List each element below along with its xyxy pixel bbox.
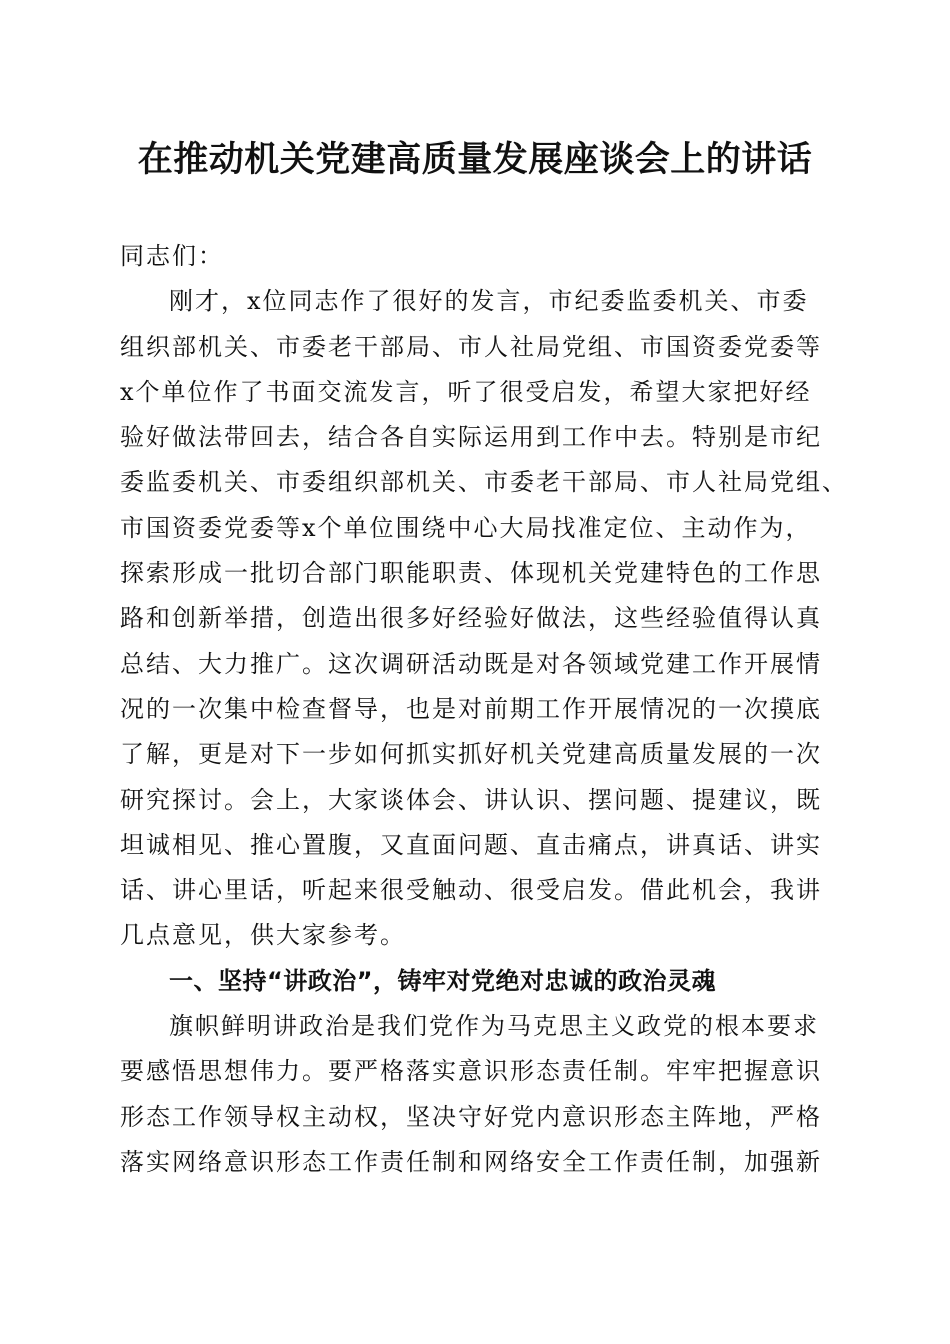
document-title: 在推动机关党建高质量发展座谈会上的讲话 bbox=[137, 139, 813, 180]
paragraph-line: 旗帜鲜明讲政治是我们党作为马克思主义政党的根本要求 bbox=[169, 1012, 819, 1041]
paragraph-line: 市国资委党委等x个单位围绕中心大局找准定位、主动作为， bbox=[120, 513, 812, 542]
paragraph-line: x个单位作了书面交流发言，听了很受启发，希望大家把好经 bbox=[120, 377, 812, 406]
paragraph-line: 委监委机关、市委组织部机关、市委老干部局、市人社局党组、 bbox=[120, 468, 848, 497]
paragraph-line: 组织部机关、市委老干部局、市人社局党组、市国资委党委等 bbox=[120, 332, 822, 361]
paragraph-line: 路和创新举措，创造出很多好经验好做法，这些经验值得认真 bbox=[120, 604, 822, 633]
paragraph-line: 研究探讨。会上，大家谈体会、讲认识、摆问题、提建议，既 bbox=[120, 785, 822, 814]
paragraph-line: 了解，更是对下一步如何抓实抓好机关党建高质量发展的一次 bbox=[120, 740, 822, 769]
paragraph-line: 刚才，x位同志作了很好的发言，市纪委监委机关、市委 bbox=[169, 287, 809, 316]
paragraph-line: 总结、大力推广。这次调研活动既是对各领域党建工作开展情 bbox=[120, 649, 822, 678]
paragraph-line: 话、讲心里话，听起来很受触动、很受启发。借此机会，我讲 bbox=[120, 876, 822, 905]
paragraph-line: 落实网络意识形态工作责任制和网络安全工作责任制，加强新 bbox=[120, 1147, 822, 1176]
paragraph-line: 坦诚相见、推心置腹，又直面问题、直击痛点，讲真话、讲实 bbox=[120, 830, 822, 859]
paragraph-line: 几点意见，供大家参考。 bbox=[120, 921, 406, 950]
paragraph-line: 形态工作领导权主动权，坚决守好党内意识形态主阵地，严格 bbox=[120, 1102, 822, 1131]
paragraph-line: 验好做法带回去，结合各自实际运用到工作中去。特别是市纪 bbox=[120, 423, 822, 452]
paragraph-line: 要感悟思想伟力。要严格落实意识形态责任制。牢牢把握意识 bbox=[120, 1057, 822, 1086]
section-heading: 一、坚持“讲政治”，铸牢对党绝对忠诚的政治灵魂 bbox=[169, 966, 717, 995]
paragraph-line: 况的一次集中检查督导，也是对前期工作开展情况的一次摸底 bbox=[120, 694, 822, 723]
paragraph-line: 探索形成一批切合部门职能职责、体现机关党建特色的工作思 bbox=[120, 559, 822, 588]
document-body bbox=[120, 234, 848, 1185]
salutation: 同志们： bbox=[120, 242, 224, 270]
